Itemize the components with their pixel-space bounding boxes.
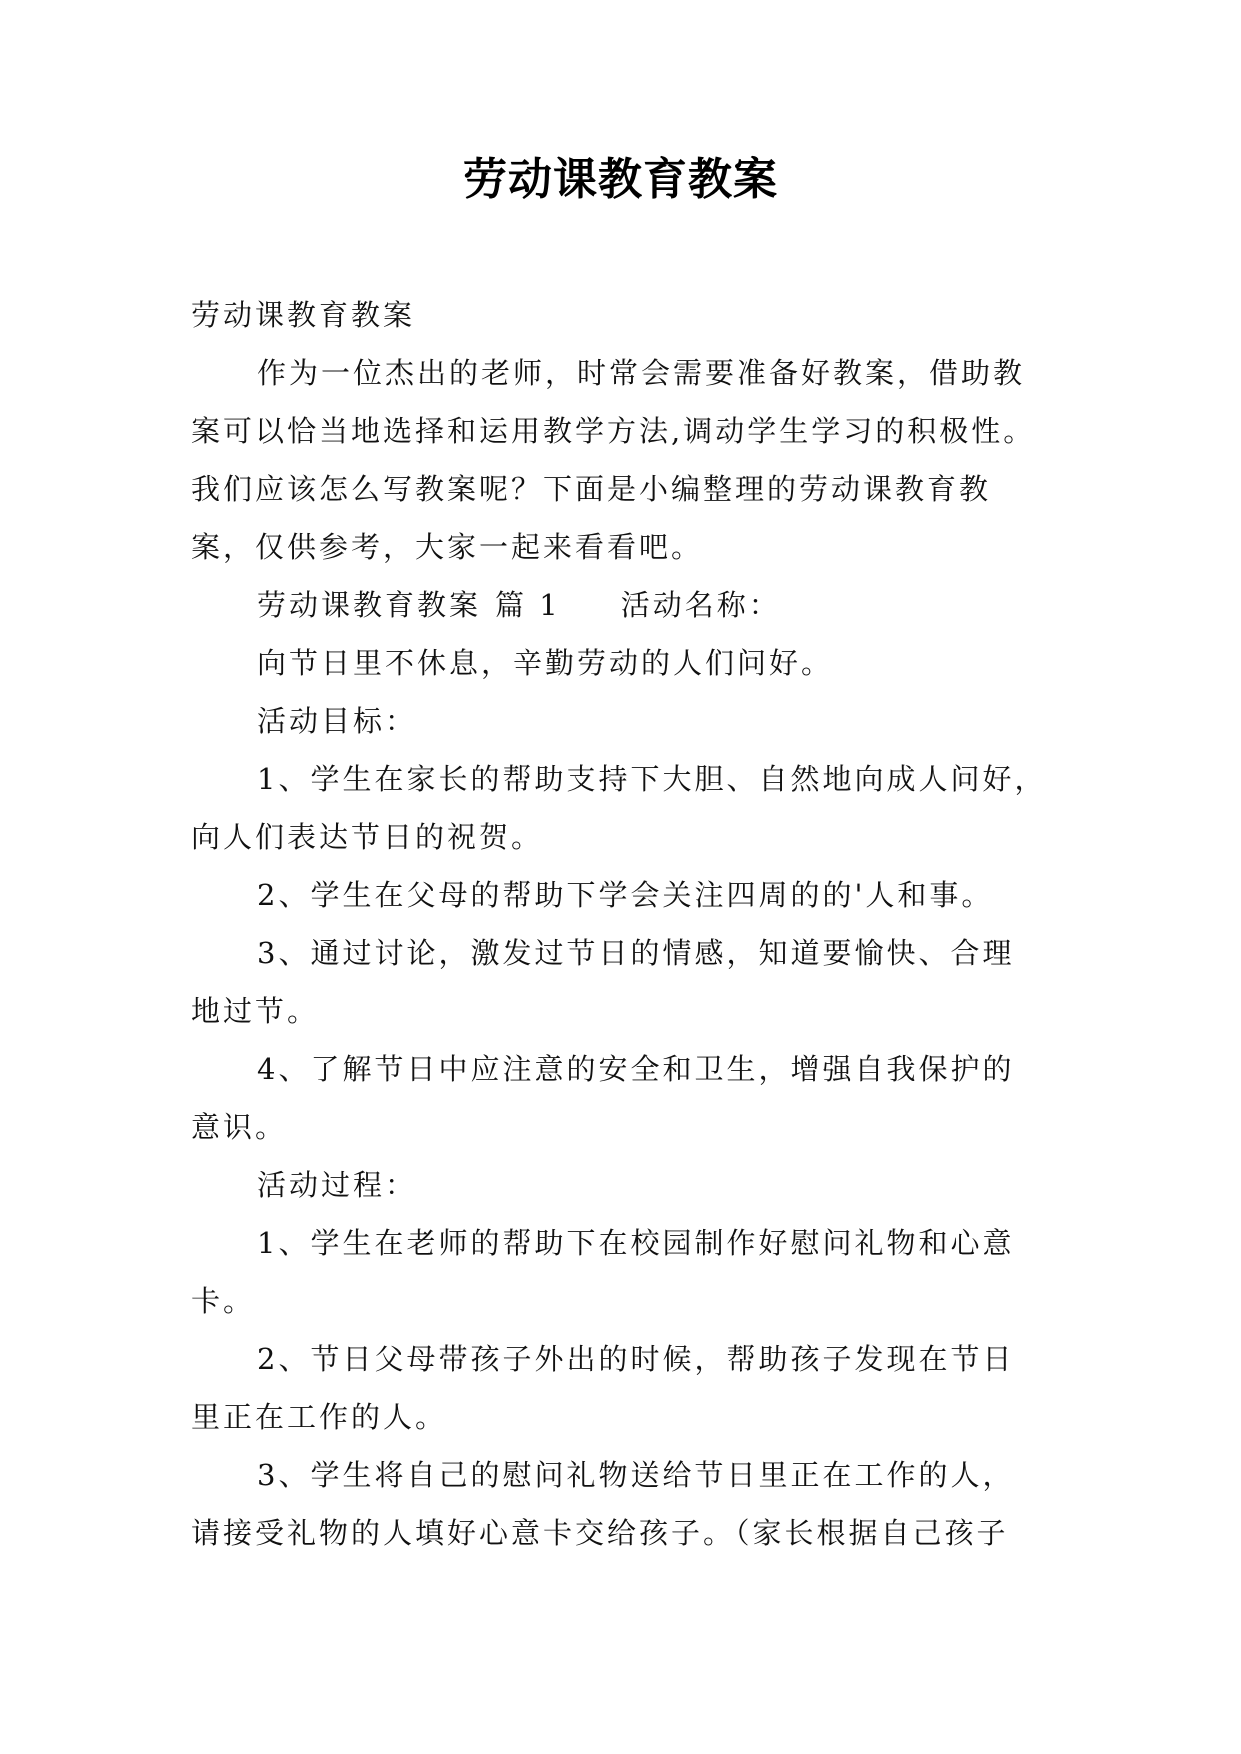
body-line-20: 里正在工作的人。 bbox=[191, 1400, 448, 1434]
body-line-10: 向人们表达节日的祝贺。 bbox=[191, 820, 544, 854]
body-line-4: 我们应该怎么写教案呢？下面是小编整理的劳动课教育教 bbox=[191, 472, 992, 506]
body-line-8: 活动目标： bbox=[257, 704, 418, 738]
body-line-18: 卡。 bbox=[191, 1284, 256, 1318]
document-body bbox=[191, 286, 1061, 1562]
body-line-5: 案，仅供参考，大家一起来看看吧。 bbox=[191, 530, 704, 564]
body-line-3: 案可以恰当地选择和运用教学方法,调动学生学习的积极性。 bbox=[191, 414, 1036, 448]
body-line-16: 活动过程： bbox=[257, 1168, 418, 1202]
body-line-12: 3、通过讨论，激发过节日的情感，知道要愉快、合理 bbox=[257, 936, 1015, 970]
section-heading-title: 劳动课教育教案 bbox=[257, 588, 482, 622]
body-line-15: 意识。 bbox=[191, 1110, 288, 1144]
body-line-13: 地过节。 bbox=[191, 994, 320, 1028]
body-line-14: 4、了解节日中应注意的安全和卫生，增强自我保护的 bbox=[257, 1052, 1015, 1086]
body-line-21: 3、学生将自己的慰问礼物送给节日里正在工作的人， bbox=[257, 1458, 1015, 1492]
body-line-1: 劳动课教育教案 bbox=[191, 298, 416, 332]
body-line-17: 1、学生在老师的帮助下在校园制作好慰问礼物和心意 bbox=[257, 1226, 1015, 1260]
activity-name-label: 活动名称： bbox=[620, 588, 781, 622]
body-line-19: 2、节日父母带孩子外出的时候，帮助孩子发现在节日 bbox=[257, 1342, 1015, 1376]
document-title: 劳动课教育教案 bbox=[463, 154, 778, 205]
body-line-22: 请接受礼物的人填好心意卡交给孩子。（家长根据自己孩子 bbox=[191, 1516, 1009, 1550]
body-line-9: 1、学生在家长的帮助支持下大胆、自然地向成人问好， bbox=[257, 762, 1047, 796]
section-heading-number: 篇 1 bbox=[495, 588, 561, 622]
body-line-7: 向节日里不休息，辛勤劳动的人们问好。 bbox=[257, 646, 834, 680]
body-line-11: 2、学生在父母的帮助下学会关注四周的的'人和事。 bbox=[257, 878, 994, 912]
section-heading-line bbox=[191, 576, 1061, 634]
body-line-2: 作为一位杰出的老师，时常会需要准备好教案，借助教 bbox=[257, 356, 1026, 390]
